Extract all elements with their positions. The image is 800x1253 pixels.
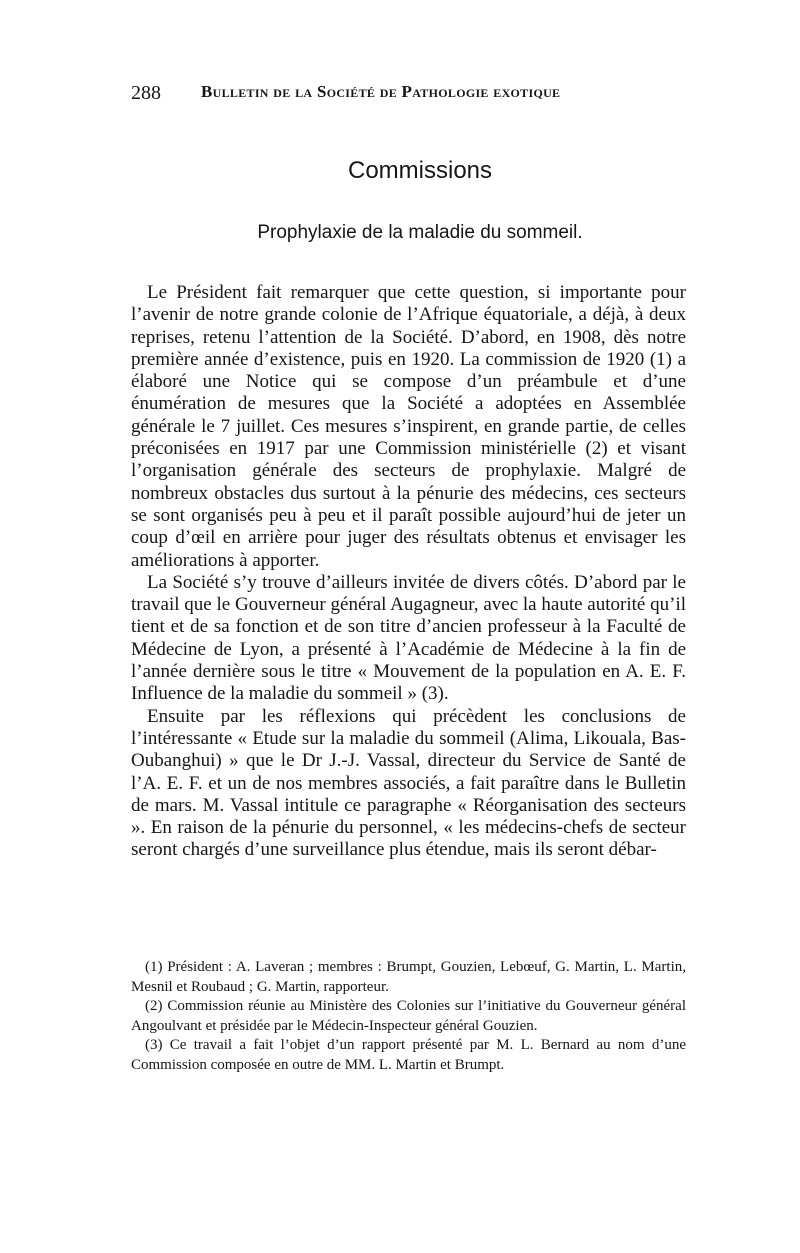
footnote: (2) Commission réunie au Ministère des Colonies sur l’initiative du Gouverneur général Angoulvant et présidée par le Médecin-Inspecteur général Gouzien.	[131, 998, 686, 1034]
page-header	[131, 82, 686, 108]
running-title: Bulletin de la Société de Pathologie exotique	[201, 82, 561, 101]
section-title: Commissions	[347, 157, 493, 184]
page-number: 288	[131, 82, 161, 104]
body-text	[131, 282, 686, 862]
paragraph: Ensuite par les réflexions qui précèdent les conclusions de l’intéressante « Etude sur la maladie du sommeil (Alima, Likouala, Bas-Oubanghui) » que le Dr J.-J. Vassal, directeur du Service de Santé de l’A. E. F. et un de nos membres associés, a fait paraître dans le Bulletin de mars. M. Vassal intitule ce paragraphe « Réorganisation des secteurs ». En raison de la pénurie du personnel, « les médecins-chefs de secteur seront chargés d’une surveillance plus étendue, mais ils seront débar-	[131, 705, 686, 861]
paragraph: Le Président fait remarquer que cette question, si importante pour l’avenir de notre grande colonie de l’Afrique équatoriale, a déjà, à deux reprises, retenu l’attention de la Société. D’abord, en 1908, dès notre première année d’existence, puis en 1920. La commission de 1920 (1) a élaboré une Notice qui se compose d’un préambule et d’une énumération de mesures que la Société a adoptées en Assemblée générale le 7 juillet. Ces mesures s’inspirent, en grande partie, de celles préconisées en 1917 par une Commission ministérielle (2) et visant l’organisation générale des secteurs de prophylaxie. Malgré de nombreux obstacles dus surtout à la pénurie des médecins, ces secteurs se sont organisés peu à peu et il paraît possible aujourd’hui de jeter un coup d’œil en arrière pour juger des résultats obtenus et envisager les améliorations à apporter.	[131, 282, 686, 571]
footnotes	[131, 958, 686, 1075]
paragraph: La Société s’y trouve d’ailleurs invitée de divers côtés. D’abord par le travail que le Gouverneur général Augagneur, avec la haute autorité qu’il tient et de sa fonction et de son titre d’ancien professeur à la Faculté de Médecine de Lyon, a présenté à l’Académie de Médecine à la fin de l’année dernière sous le titre « Mouvement de la population en A. E. F. Influence de la maladie du sommeil » (3).	[131, 571, 686, 705]
footnote: (1) Président : A. Laveran ; membres : Brumpt, Gouzien, Lebœuf, G. Martin, L. Martin, Mesnil et Roubaud ; G. Martin, rapporteur.	[131, 959, 686, 995]
footnote: (3) Ce travail a fait l’objet d’un rapport présenté par M. L. Bernard au nom d’une Commission composée en outre de MM. L. Martin et Brumpt.	[131, 1037, 686, 1073]
subsection-title: Prophylaxie de la maladie du sommeil.	[257, 222, 583, 243]
